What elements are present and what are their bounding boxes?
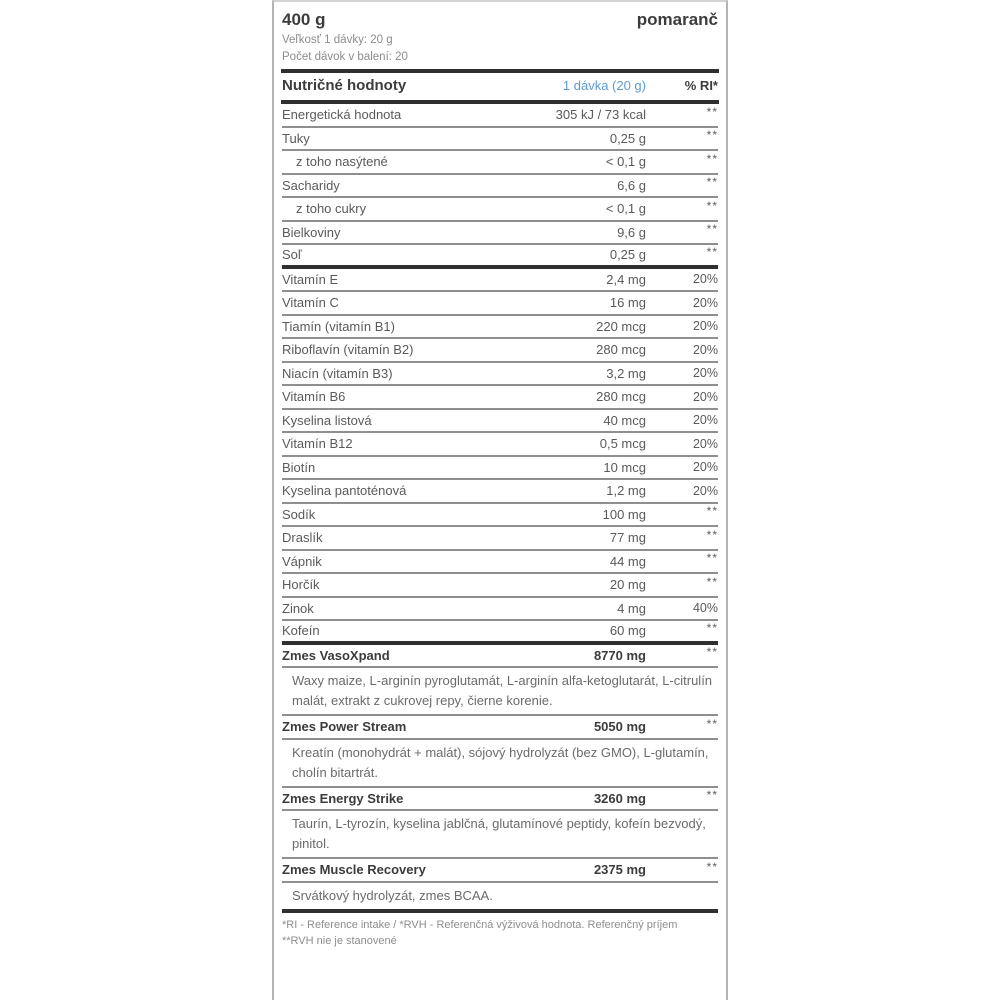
row-value: 100 mg [602, 506, 646, 522]
row-value: 40 mcg [603, 412, 646, 428]
row-label: Sacharidy [282, 177, 340, 193]
row-value: 16 mg [609, 295, 646, 311]
row-label: Zmes Power Stream [282, 719, 407, 735]
row-label: Energetická hodnota [282, 107, 402, 123]
column-header-serving: 1 dávka (20 g) [562, 77, 646, 93]
footnote-rvh: **RVH nie je stanovené [282, 934, 397, 947]
table-row [282, 292, 718, 316]
row-label: Vitamín B12 [282, 436, 353, 452]
row-label: z toho cukry [296, 201, 367, 217]
row-label: Riboflavín (vitamín B2) [282, 342, 414, 358]
row-label: Tiamín (vitamín B1) [282, 318, 395, 334]
row-value: 220 mcg [596, 318, 646, 334]
row-ri-value: 20% [692, 295, 718, 310]
blend-ingredients-description: Srvátkový hydrolyzát, zmes BCAA. [282, 883, 718, 913]
table-row [282, 574, 718, 598]
serving-size-text: Veľkosť 1 dávky: 20 g [282, 34, 393, 46]
blend-ingredients-description: Taurín, L-tyrozín, kyselina jablčná, glutamínové peptidy, kofeín bezvodý, pinitol. [282, 811, 718, 859]
row-value: 9,6 g [617, 224, 646, 240]
table-row [282, 480, 718, 504]
table-row [282, 339, 718, 363]
row-ri-value: 20% [692, 460, 718, 475]
row-label: Zmes Muscle Recovery [282, 862, 426, 878]
table-row [282, 175, 718, 199]
table-row [282, 788, 718, 812]
table-row [282, 363, 718, 387]
product-weight: 400 g [282, 10, 326, 29]
table-row [282, 151, 718, 175]
row-label: Vápnik [282, 553, 322, 569]
row-ri-value: 20% [692, 272, 718, 287]
row-ri-value: 20% [692, 366, 718, 381]
row-ri-value: 20% [692, 342, 718, 357]
row-value: < 0,1 g [605, 201, 646, 217]
table-row [282, 269, 718, 293]
table-row [282, 316, 718, 340]
row-value: 77 mg [609, 530, 646, 546]
table-row [282, 527, 718, 551]
row-ri-value: ** [706, 104, 718, 119]
row-label: Zmes Energy Strike [282, 790, 404, 806]
row-value: 8770 mg [593, 647, 646, 663]
row-value: 0,25 g [609, 130, 646, 146]
product-flavor: pomaranč [636, 10, 718, 29]
table-row [282, 598, 718, 622]
row-value: 60 mg [609, 623, 646, 639]
table-row [282, 245, 718, 269]
row-ri-value: ** [706, 222, 718, 237]
table-row [282, 410, 718, 434]
table-row [282, 386, 718, 410]
table-row [282, 645, 718, 669]
table-row [282, 621, 718, 645]
row-value: 280 mcg [596, 389, 646, 405]
row-label: Horčík [282, 577, 320, 593]
row-value: 5050 mg [593, 719, 646, 735]
row-value: 280 mcg [596, 342, 646, 358]
row-label: Kofeín [282, 623, 320, 639]
row-value: 10 mcg [603, 459, 646, 475]
row-label: z toho nasýtené [296, 154, 388, 170]
row-ri-value: ** [706, 859, 718, 874]
row-label: Kyselina pantoténová [282, 483, 407, 499]
row-ri-value: 20% [692, 319, 718, 334]
row-label: Niacín (vitamín B3) [282, 365, 393, 381]
row-value: < 0,1 g [605, 154, 646, 170]
row-ri-value: ** [706, 244, 718, 259]
table-column-header [282, 73, 718, 97]
row-value: 44 mg [609, 553, 646, 569]
row-value: 2375 mg [593, 862, 646, 878]
row-ri-value: ** [706, 551, 718, 566]
row-ri-value: ** [706, 527, 718, 542]
row-value: 1,2 mg [606, 483, 646, 499]
servings-count-text: Počet dávok v balení: 20 [282, 51, 408, 63]
column-header-ri: % RI* [684, 77, 718, 93]
row-ri-value: 20% [692, 483, 718, 498]
row-value: 6,6 g [617, 177, 646, 193]
row-ri-value: 20% [692, 413, 718, 428]
footnotes [282, 913, 718, 955]
row-label: Zmes VasoXpand [282, 647, 390, 663]
row-label: Kyselina listová [282, 412, 372, 428]
nutrition-label [272, 0, 728, 1000]
table-row [282, 716, 718, 740]
row-value: 0,25 g [609, 247, 646, 263]
footnote-ri: *RI - Reference intake / *RVH - Referenčná výživová hodnota. Referenčný príjem [282, 918, 678, 931]
row-ri-value: ** [706, 788, 718, 803]
row-ri-value: 40% [692, 601, 718, 616]
row-label: Biotín [282, 459, 316, 475]
row-ri-value: ** [706, 620, 718, 635]
row-ri-value: ** [706, 198, 718, 213]
label-header [282, 8, 718, 66]
row-ri-value: ** [706, 645, 718, 660]
row-value: 305 kJ / 73 kcal [555, 107, 646, 123]
table-row [282, 859, 718, 883]
row-label: Bielkoviny [282, 224, 341, 240]
table-row [282, 198, 718, 222]
row-label: Tuky [282, 130, 310, 146]
row-value: 3260 mg [593, 790, 646, 806]
row-label: Sodík [282, 506, 316, 522]
row-ri-value: ** [706, 128, 718, 143]
row-value: 2,4 mg [606, 271, 646, 287]
nutrition-rows [282, 104, 718, 913]
row-label: Soľ [282, 247, 302, 263]
row-ri-value: 20% [692, 436, 718, 451]
product-title-row [282, 8, 718, 32]
row-value: 0,5 mcg [599, 436, 646, 452]
table-row [282, 551, 718, 575]
row-value: 3,2 mg [606, 365, 646, 381]
row-ri-value: 20% [692, 389, 718, 404]
blend-ingredients-description: Waxy maize, L-arginín pyroglutamát, L-arginín alfa-ketoglutarát, L-citrulín malát, extrakt z cukrovej repy, čierne korenie. [282, 668, 718, 716]
row-ri-value: ** [706, 175, 718, 190]
table-row [282, 222, 718, 246]
table-row [282, 504, 718, 528]
row-value: 20 mg [609, 577, 646, 593]
table-row [282, 128, 718, 152]
row-label: Vitamín C [282, 295, 339, 311]
blend-ingredients-description: Kreatín (monohydrát + malát), sójový hydrolyzát (bez GMO), L-glutamín, cholín bitartrát. [282, 740, 718, 788]
row-ri-value: ** [706, 504, 718, 519]
table-row [282, 457, 718, 481]
row-label: Zinok [282, 600, 314, 616]
row-value: 4 mg [617, 600, 646, 616]
column-header-title: Nutričné hodnoty [282, 76, 407, 94]
row-label: Draslík [282, 530, 323, 546]
row-ri-value: ** [706, 151, 718, 166]
row-label: Vitamín E [282, 271, 339, 287]
row-ri-value: ** [706, 716, 718, 731]
table-row [282, 433, 718, 457]
row-label: Vitamín B6 [282, 389, 346, 405]
table-row [282, 104, 718, 128]
row-ri-value: ** [706, 574, 718, 589]
